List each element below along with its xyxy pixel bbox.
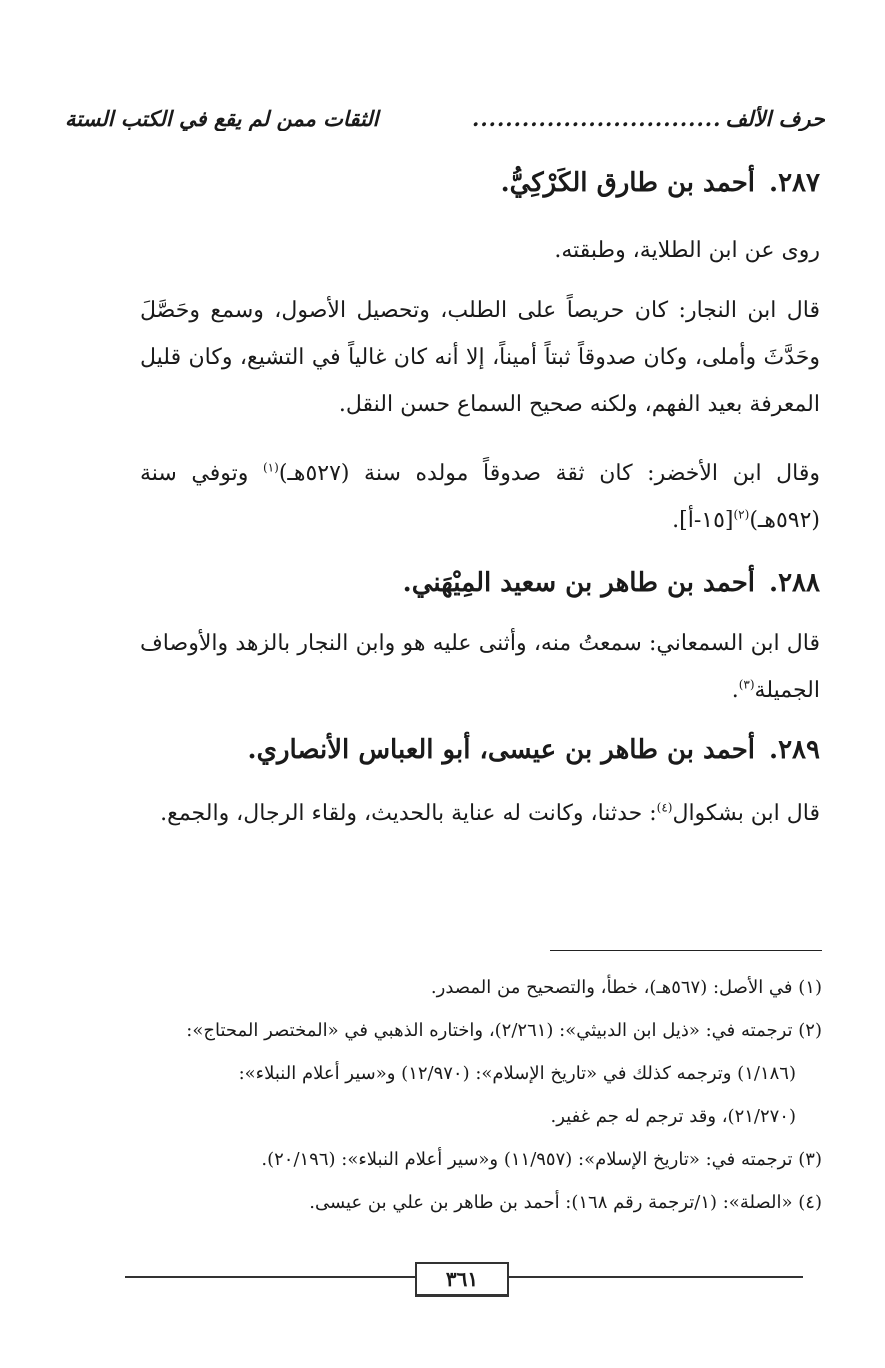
footnote-ref: (١) [262, 460, 279, 475]
entry-number: ٢٨٧. [769, 168, 820, 198]
page-footer [125, 1262, 803, 1298]
entry-name: أحمد بن طارق الكَرْكِيُّ. [500, 168, 756, 198]
entry-287-paragraph-3: وقال ابن الأخضر: كان ثقة صدوقاً مولده سنة (٥٢٧هـ)$^{(١)}$ وتوفي سنة (٥٩٢هـ)$^{(٢)}$[١٥-أ]. [140, 460, 820, 533]
entry-289-paragraph-1: قال ابن بشكوال$^{(٤)}$: حدثنا، وكانت له عناية بالحديث، ولقاء الرجال، والجمع. [160, 800, 820, 826]
entry-name: أحمد بن طاهر بن سعيد المِيْهَني. [402, 568, 756, 598]
footnotes [122, 966, 822, 1224]
entry-287-title [501, 168, 820, 198]
page-number: ٣٦١ [415, 1262, 509, 1297]
footnote-2: (٢) ترجمته في: «ذيل ابن الدبيثي»: (٢/٢٦١)، واختاره الذهبي في «المختصر المحتاج»: [186, 1020, 822, 1041]
footnote-2-continued: (١/١٨٦) وترجمه كذلك في «تاريخ الإسلام»: (١٢/٩٧٠) و«سير أعلام النبلاء»: [238, 1063, 796, 1084]
entry-287-paragraph-1: روى عن ابن الطلاية، وطبقته. [554, 238, 820, 263]
entry-288-paragraph-1: قال ابن السمعاني: سمعتُ منه، وأثنى عليه هو وابن النجار بالزهد والأوصاف الجميلة$^{(٣)}$. [140, 631, 820, 703]
entry-289-title [248, 735, 820, 765]
footnote-divider [550, 950, 822, 951]
footnote-ref: (٤) [656, 800, 673, 815]
running-header [65, 106, 825, 131]
footnote-ref: (٢) [733, 507, 750, 522]
footnote-3: (٣) ترجمته في: «تاريخ الإسلام»: (١١/٩٥٧) و«سير أعلام النبلاء»: (٢٠/١٩٦). [261, 1149, 822, 1170]
header-book-title: الثقات ممن لم يقع في الكتب الستة [65, 106, 379, 131]
footnote-ref: (٣) [738, 677, 755, 692]
entry-number: ٢٨٩. [769, 735, 820, 765]
header-section: حرف الألف [725, 106, 825, 131]
entry-number: ٢٨٨. [769, 568, 820, 598]
header-dots: .............................. [472, 106, 722, 131]
footnote-4: (٤) «الصلة»: (١/ترجمة رقم ١٦٨): أحمد بن طاهر بن علي بن عيسى. [309, 1192, 822, 1213]
entry-287-paragraph-2: قال ابن النجار: كان حريصاً على الطلب، وتحصيل الأصول، وسمع وحَصَّلَ وحَدَّثَ وأملى، وكان صدوقاً ثبتاً أميناً، إلا أنه كان غالياً في التشيع، وكان قليل المعرفة بعيد الفهم، ولكنه صحيح السماع حسن النقل. [140, 298, 820, 417]
footnote-2-continued: (٢١/٢٧٠)، وقد ترجم له جم غفير. [550, 1106, 796, 1127]
entry-name: أحمد بن طاهر بن عيسى، أبو العباس الأنصاري. [247, 735, 756, 765]
footnote-1: (١) في الأصل: (٥٦٧هـ)، خطأ، والتصحيح من المصدر. [430, 977, 822, 998]
entry-288-title [403, 568, 820, 598]
